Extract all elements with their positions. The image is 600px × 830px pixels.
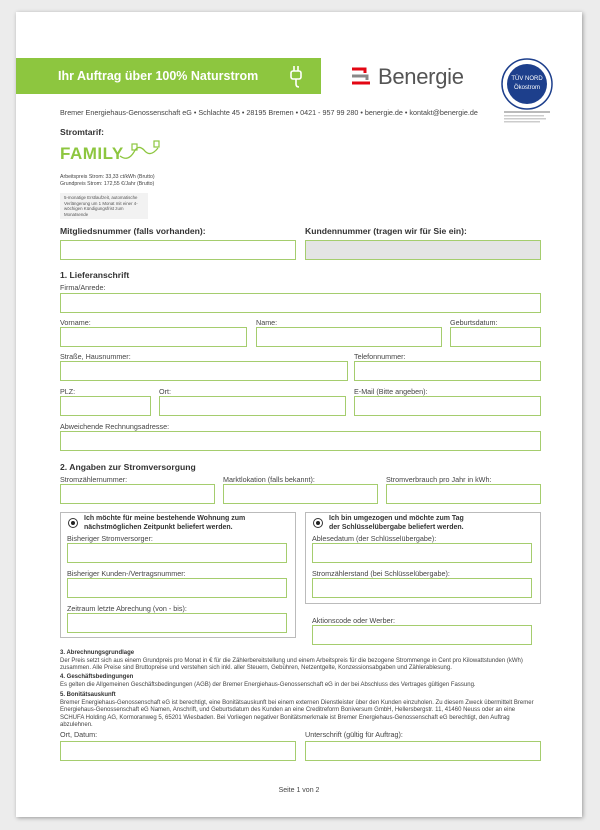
zip-label: PLZ: xyxy=(60,387,76,396)
brand-name: Benergie xyxy=(378,64,464,89)
member-number-field[interactable] xyxy=(60,240,296,260)
city-field[interactable] xyxy=(159,396,346,416)
tariff-prices xyxy=(60,174,155,188)
read-date-label: Ablesedatum (der Schlüsselübergabe): xyxy=(312,534,437,543)
seal-line2: Ökostrom xyxy=(513,85,541,91)
section4-heading: 4. Geschäftsbedingungen xyxy=(60,674,134,680)
company-address: Bremer Energiehaus-Genossenschaft eG • Schlachte 45 • 28195 Bremen • 0421 - 957 99 280 • benergie.de • kontakt@benergie.de xyxy=(60,108,478,117)
birthdate-field[interactable] xyxy=(450,327,541,347)
market-location-field[interactable] xyxy=(223,484,378,504)
prev-contract-field[interactable] xyxy=(67,578,287,598)
consumption-field[interactable] xyxy=(386,484,541,504)
place-date-field[interactable] xyxy=(60,741,296,761)
prev-supplier-field[interactable] xyxy=(67,543,287,563)
meter-number-field[interactable] xyxy=(60,484,215,504)
plug-icon xyxy=(288,64,304,88)
order-form-page xyxy=(16,12,582,817)
plug-cable-icon xyxy=(118,138,164,164)
seal-line1: TÜV NORD xyxy=(511,76,543,82)
customer-number-field xyxy=(305,240,541,260)
signature-field[interactable] xyxy=(305,741,541,761)
tariff-note: 5-monatige Erstlaufzeit, automatische Verlängerung um 1 Monat mit einer 4-wöchigen Kündigungsfrist zum Monatsende xyxy=(60,193,148,219)
page-number: Seite 1 von 2 xyxy=(278,787,320,794)
read-date-field[interactable] xyxy=(312,543,532,563)
promo-code-field[interactable] xyxy=(312,625,532,645)
place-date-label: Ort, Datum: xyxy=(60,730,98,739)
firstname-label: Vorname: xyxy=(60,318,91,327)
section2-heading: 2. Angaben zur Stromversorgung xyxy=(60,462,196,472)
option-moved-line2: der Schlüsselübergabe beliefert werden. xyxy=(329,523,464,531)
market-location-label: Marktlokation (falls bekannt): xyxy=(223,475,315,484)
firstname-field[interactable] xyxy=(60,327,247,347)
email-label: E-Mail (Bitte angeben): xyxy=(354,387,428,396)
tariff-name: FAMILY xyxy=(60,144,124,163)
section4-text: Es gelten die Allgemeinen Geschäftsbedingungen (AGB) der Bremer Energiehaus-Genossenschaft eG in der bei Abschluss des Vertrages gültigen Fassung. xyxy=(60,682,476,688)
zip-field[interactable] xyxy=(60,396,151,416)
member-number-label: Mitgliedsnummer (falls vorhanden): xyxy=(60,226,206,236)
price-work: Arbeitspreis Strom: 33,33 ct/kWh (Brutto) xyxy=(60,174,155,180)
birthdate-label: Geburtsdatum: xyxy=(450,318,498,327)
lastname-field[interactable] xyxy=(256,327,442,347)
billing-address-label: Abweichende Rechnungsadresse: xyxy=(60,422,170,431)
billing-period-label: Zeitraum letzte Abrechung (von - bis): xyxy=(67,604,187,613)
street-label: Straße, Hausnummer: xyxy=(60,352,131,361)
street-field[interactable] xyxy=(60,361,348,381)
tuev-seal xyxy=(498,58,556,126)
family-tariff-logo xyxy=(60,144,124,164)
benergie-logo xyxy=(350,64,464,90)
billing-address-field[interactable] xyxy=(60,431,541,451)
phone-label: Telefonnummer: xyxy=(354,352,406,361)
company-label: Firma/Anrede: xyxy=(60,283,106,292)
prev-supplier-label: Bisheriger Stromversorger: xyxy=(67,534,153,543)
meter-number-label: Stromzählernummer: xyxy=(60,475,128,484)
section3-text: Der Preis setzt sich aus einem Grundpreis pro Monat in € für die Zählerbereitstellung und einem Arbeitspreis für die bezogene Strommenge in Cent pro Kilowattstunden (kWh) zusammen. Alle Preise sind Bruttopreise und verstehen sich inkl. aller Steuern, Gebühren, Netzentgelte, Konzessionsabgaben und Zählerablesung. xyxy=(60,658,523,672)
prev-contract-label: Bisheriger Kunden-/Vertragsnummer: xyxy=(67,569,186,578)
email-field[interactable] xyxy=(354,396,541,416)
benergie-logo-icon xyxy=(350,67,372,87)
option-existing-line2: nächstmöglichen Zeitpunkt beliefert werden. xyxy=(84,523,233,531)
meter-reading-label: Stromzählerstand (bei Schlüsselübergabe): xyxy=(312,569,450,578)
customer-number-label: Kundennummer (tragen wir für Sie ein): xyxy=(305,226,467,236)
company-field[interactable] xyxy=(60,293,541,313)
meter-reading-field[interactable] xyxy=(312,578,532,598)
phone-field[interactable] xyxy=(354,361,541,381)
option-moved-text xyxy=(329,515,464,532)
banner-title: Ihr Auftrag über 100% Naturstrom xyxy=(58,69,259,83)
promo-code-label: Aktionscode oder Werber: xyxy=(312,616,395,625)
tariff-heading: Stromtarif: xyxy=(60,127,104,137)
section5-heading: 5. Bonitätsauskunft xyxy=(60,692,116,698)
option-existing-text xyxy=(84,515,245,532)
section1-heading: 1. Lieferanschrift xyxy=(60,270,130,280)
title-banner xyxy=(16,58,321,94)
signature-label: Unterschrift (gültig für Auftrag): xyxy=(305,730,403,739)
lastname-label: Name: xyxy=(256,318,278,327)
section5-text: Bremer Energiehaus-Genossenschaft eG ist berechtigt, eine Bonitätsauskunft bei einem externen Dienstleister über den Kunden einzuholen. Zu diesem Zweck übermittelt Bremer Energiehaus-Genossenschaft eG Namen, Anschrift, und Geburtsdatum des Kunden an eine Creditreform Boniversum GmbH, Hellersbergstr. 11, 41460 Neuss oder an eine SCHUFA Holding AG, Kormoranweg 5, 65201 Wiesbaden. Bei Vorliegen negativer Bonitätsmerkmale ist Bremer Energiehaus-Genossenschaft eG berechtigt, den Auftrag abzulehnen. xyxy=(60,700,534,728)
option-existing-line1: Ich möchte für meine bestehende Wohnung zum xyxy=(84,515,246,522)
section3-heading: 3. Abrechnungsgrundlage xyxy=(60,650,135,656)
city-label: Ort: xyxy=(159,387,171,396)
price-base: Grundpreis Strom: 172,55 €/Jahr (Brutto) xyxy=(60,181,155,187)
consumption-label: Stromverbrauch pro Jahr in kWh: xyxy=(386,475,492,484)
billing-period-field[interactable] xyxy=(67,613,287,633)
option-moved-radio[interactable] xyxy=(313,518,323,528)
option-moved-line1: Ich bin umgezogen und möchte zum Tag xyxy=(329,515,464,522)
option-existing-radio[interactable] xyxy=(68,518,78,528)
